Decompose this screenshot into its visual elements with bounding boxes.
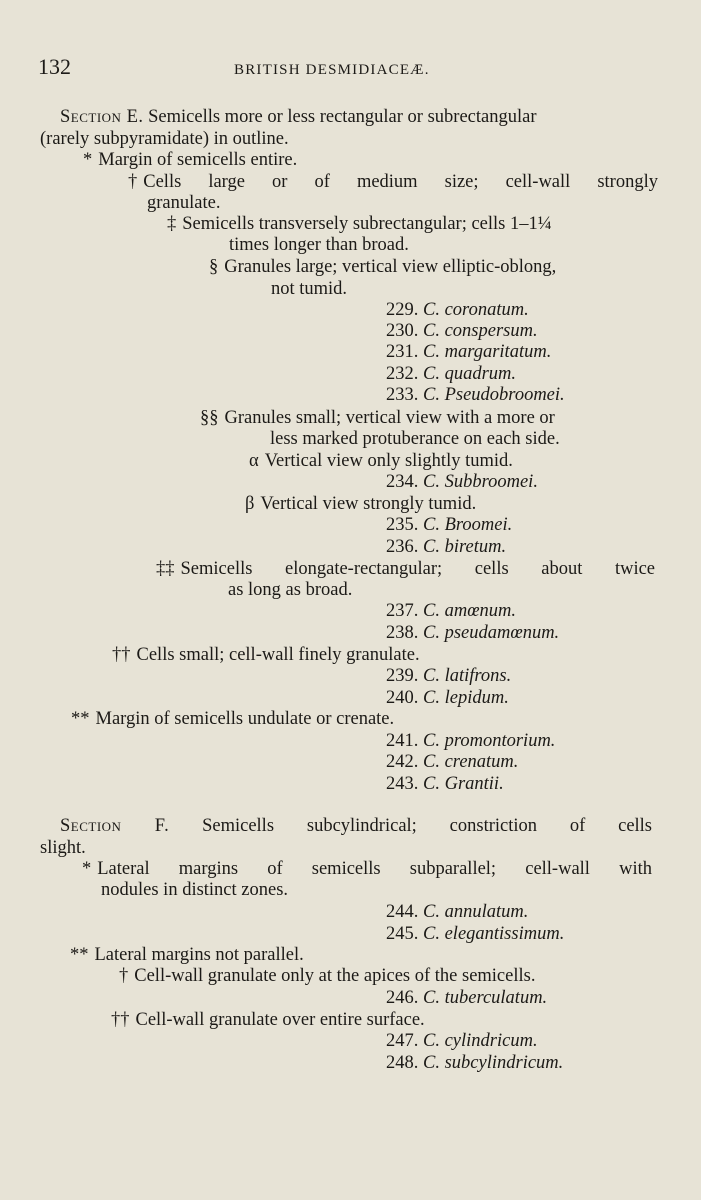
running-title: BRITISH DESMIDIACEÆ. xyxy=(234,62,430,78)
section-f-heading xyxy=(60,816,652,837)
species-name: C. lepidum. xyxy=(423,688,509,708)
key-transversely-subrectangular xyxy=(167,214,552,235)
species-name: C. pseudamœnum. xyxy=(423,623,560,643)
species-entry xyxy=(386,774,504,795)
species-entry xyxy=(386,1031,538,1052)
key-text: Semicells elongate-rectangular; cells about twice xyxy=(180,559,655,579)
species-number: 236. xyxy=(386,537,419,557)
key-elongate-rectangular-line-2: as long as broad. xyxy=(228,580,353,600)
species-name: C. conspersum. xyxy=(423,321,538,341)
key-transversely-subrectangular-line-2: times longer than broad. xyxy=(229,235,409,255)
key-cells-large xyxy=(128,172,658,193)
species-name: C. margaritatum. xyxy=(423,342,552,362)
species-entry xyxy=(386,385,565,406)
key-text: Cell-wall granulate over entire surface. xyxy=(135,1010,425,1030)
species-number: 244. xyxy=(386,902,419,922)
single-asterisk-icon: * xyxy=(82,859,92,879)
key-text: Lateral margins of semicells subparallel; cell-wall with xyxy=(97,859,652,879)
species-number: 239. xyxy=(386,666,419,686)
species-name: C. quadrum. xyxy=(423,364,517,384)
section-sign-icon: § xyxy=(209,257,219,277)
key-text: Cells large or of medium size; cell-wall strongly xyxy=(143,172,658,192)
species-number: 237. xyxy=(386,601,419,621)
species-name: C. promontorium. xyxy=(423,731,556,751)
section-f-heading-line-2: slight. xyxy=(40,838,86,858)
key-lateral-not-parallel xyxy=(70,945,304,966)
species-entry xyxy=(386,300,529,321)
dagger-icon: † xyxy=(128,172,138,192)
species-number: 242. xyxy=(386,752,419,772)
species-entry xyxy=(386,924,564,945)
key-elongate-rectangular xyxy=(156,559,655,580)
species-number: 234. xyxy=(386,472,419,492)
species-number: 232. xyxy=(386,364,419,384)
species-name: C. amœnum. xyxy=(423,601,517,621)
species-entry xyxy=(386,537,506,558)
species-entry xyxy=(386,342,551,363)
beta-marker-icon: β xyxy=(245,494,255,514)
double-asterisk-icon: ** xyxy=(71,709,90,729)
key-margin-entire xyxy=(83,150,297,171)
key-cells-large-line-2: granulate. xyxy=(147,193,221,213)
species-name: C. elegantissimum. xyxy=(423,924,565,944)
species-entry xyxy=(386,472,538,493)
species-number: 245. xyxy=(386,924,419,944)
section-e-heading-line-2: (rarely subpyramidate) in outline. xyxy=(40,129,289,149)
key-beta xyxy=(245,494,476,515)
species-entry xyxy=(386,515,512,536)
species-name: C. Broomei. xyxy=(423,515,513,535)
key-text: Granules large; vertical view elliptic-oblong, xyxy=(224,257,557,277)
species-entry xyxy=(386,321,538,342)
species-number: 233. xyxy=(386,385,419,405)
key-granules-small xyxy=(200,408,555,429)
double-dagger-pair-icon: †† xyxy=(111,1010,130,1030)
species-name: C. Subbroomei. xyxy=(423,472,538,492)
section-f-heading-line-1: Semicells subcylindrical; constriction of cells xyxy=(202,816,653,836)
key-granulate-entire xyxy=(111,1010,425,1031)
key-text: Semicells transversely subrectangular; cells 1–1¼ xyxy=(182,214,552,234)
species-name: C. annulatum. xyxy=(423,902,529,922)
section-f-label: Section F. xyxy=(60,816,170,836)
key-granules-large xyxy=(209,257,556,278)
double-dagger-pair-icon: †† xyxy=(112,645,131,665)
species-entry xyxy=(386,623,559,644)
species-name: C. crenatum. xyxy=(423,752,519,772)
species-number: 241. xyxy=(386,731,419,751)
species-name: C. Pseudobroomei. xyxy=(423,385,565,405)
dagger-icon: † xyxy=(119,966,129,986)
double-section-sign-icon: §§ xyxy=(200,408,219,428)
double-dagger-icon: ‡ xyxy=(167,214,177,234)
species-name: C. Grantii. xyxy=(423,774,504,794)
species-entry xyxy=(386,601,516,622)
section-e-label: Section E. xyxy=(60,107,144,127)
species-name: C. subcylindricum. xyxy=(423,1053,564,1073)
key-text: Granules small; vertical view with a more or xyxy=(224,408,555,428)
key-lateral-subparallel-line-2: nodules in distinct zones. xyxy=(101,880,289,900)
key-text: Lateral margins not parallel. xyxy=(94,945,304,965)
key-text: Margin of semicells entire. xyxy=(98,150,298,170)
single-asterisk-icon: * xyxy=(83,150,93,170)
species-entry xyxy=(386,666,511,687)
key-granulate-apices xyxy=(119,966,535,987)
key-cells-small xyxy=(112,645,420,666)
key-margin-undulate xyxy=(71,709,394,730)
key-text: Cells small; cell-wall finely granulate. xyxy=(136,645,420,665)
species-name: C. cylindricum. xyxy=(423,1031,538,1051)
species-entry xyxy=(386,752,518,773)
species-name: C. tuberculatum. xyxy=(423,988,548,1008)
species-number: 240. xyxy=(386,688,419,708)
species-number: 246. xyxy=(386,988,419,1008)
species-entry xyxy=(386,731,555,752)
species-number: 247. xyxy=(386,1031,419,1051)
key-granules-large-line-2: not tumid. xyxy=(271,279,348,299)
species-entry xyxy=(386,988,547,1009)
key-granules-small-line-2: less marked protuberance on each side. xyxy=(270,429,560,449)
species-entry xyxy=(386,364,516,385)
species-name: C. latifrons. xyxy=(423,666,512,686)
double-asterisk-icon: ** xyxy=(70,945,89,965)
species-entry xyxy=(386,902,528,923)
alpha-marker-icon: α xyxy=(249,451,259,471)
page-number: 132 xyxy=(38,54,71,79)
species-entry xyxy=(386,688,509,709)
key-lateral-subparallel xyxy=(82,859,652,880)
double-double-dagger-icon: ‡‡ xyxy=(156,559,175,579)
species-number: 243. xyxy=(386,774,419,794)
species-name: C. coronatum. xyxy=(423,300,529,320)
species-number: 231. xyxy=(386,342,419,362)
key-alpha xyxy=(249,451,513,472)
species-entry xyxy=(386,1053,563,1074)
key-text: Cell-wall granulate only at the apices of the semicells. xyxy=(134,966,536,986)
section-e-heading-line-1: Semicells more or less rectangular or subrectangular xyxy=(148,107,537,127)
species-number: 248. xyxy=(386,1053,419,1073)
species-number: 229. xyxy=(386,300,419,320)
species-number: 238. xyxy=(386,623,419,643)
key-text: Vertical view strongly tumid. xyxy=(260,494,477,514)
species-name: C. biretum. xyxy=(423,537,507,557)
key-text: Margin of semicells undulate or crenate. xyxy=(95,709,395,729)
species-number: 235. xyxy=(386,515,419,535)
section-e-heading xyxy=(60,107,657,128)
key-text: Vertical view only slightly tumid. xyxy=(264,451,513,471)
species-number: 230. xyxy=(386,321,419,341)
